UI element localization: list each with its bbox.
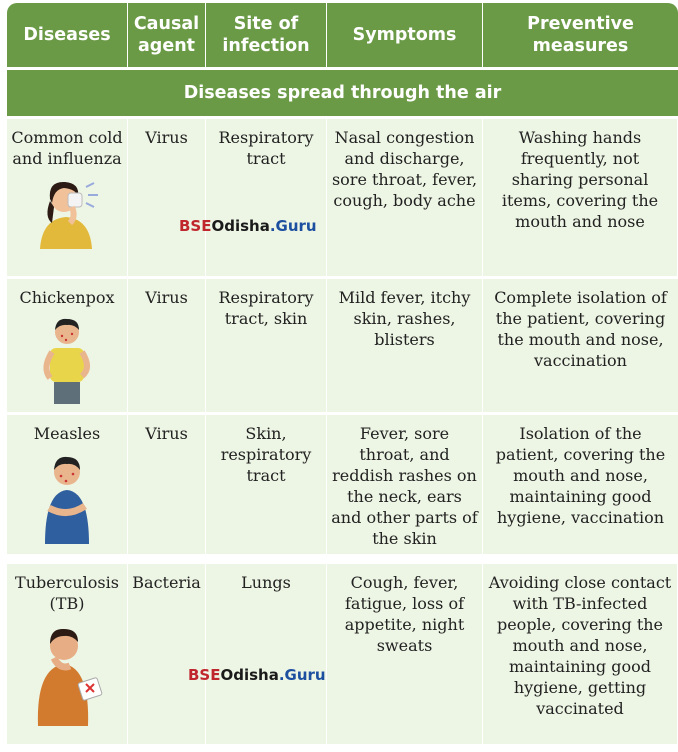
table-row [7,119,678,276]
section-title: Diseases spread through the air [7,70,678,116]
disease-cell [7,279,128,412]
disease-table [7,3,678,744]
site-cell: Lungs [206,564,327,744]
boy-with-chickenpox-icon [36,312,98,404]
watermark [179,217,317,235]
watermark-part-1: BSE [188,666,221,684]
disease-cell [7,564,128,744]
header-prevention: Preventive measures [527,14,634,56]
watermark-part-3: .Guru [269,217,317,235]
site-cell: Respiratory tract [206,119,327,276]
prevention-cell: Avoiding close contact with TB-infected people, covering the mouth and nose, maintaining good hygiene, getting vaccinated [483,564,678,744]
table-header [7,3,678,67]
disease-cell [7,415,128,554]
agent-cell: Virus [128,119,206,276]
disease-cell [7,119,128,276]
agent-cell: Virus [128,415,206,554]
symptoms-cell: Nasal congestion and discharge, sore throat, fever, cough, body ache [327,119,483,276]
prevention-cell: Washing hands frequently, not sharing personal items, covering the mouth and nose [483,119,678,276]
site-cell: Respiratory tract, skin [206,279,327,412]
watermark-part-1: BSE [179,217,212,235]
header-diseases: Diseases [7,3,128,67]
header-causal-agent: Causal agent [128,3,206,67]
table-row [7,415,678,554]
symptoms-cell: Fever, sore throat, and reddish rashes on the neck, ears and other parts of the skin [327,415,483,554]
prevention-cell: Isolation of the patient, covering the mouth and nose, maintaining good hygiene, vaccination [495,424,666,527]
symptoms-cell: Mild fever, itchy skin, rashes, blisters [327,279,483,412]
sneezing-girl-icon [32,173,102,249]
table-row [7,279,678,412]
disease-name: Common cold and influenza [11,128,123,168]
watermark-part-2: Odisha [220,666,279,684]
disease-name: Measles [33,424,101,443]
disease-name: Chickenpox [19,288,115,307]
header-symptoms: Symptoms [327,3,483,67]
agent-cell: Bacteria [128,564,206,744]
watermark-part-3: .Guru [278,666,326,684]
man-coughing-icon [24,618,110,726]
watermark [188,666,326,684]
prevention-cell: Complete isolation of the patient, covering the mouth and nose, vaccination [494,288,667,370]
disease-name: Tuberculosis (TB) [15,573,119,613]
header-site: Site of infection [206,3,327,67]
watermark-part-2: Odisha [211,217,270,235]
symptoms-cell: Cough, fever, fatigue, loss of appetite, night sweats [327,564,483,744]
site-cell: Skin, respiratory tract [206,415,327,554]
boy-with-measles-icon [35,448,99,544]
agent-cell: Virus [128,279,206,412]
table-row [7,564,678,744]
